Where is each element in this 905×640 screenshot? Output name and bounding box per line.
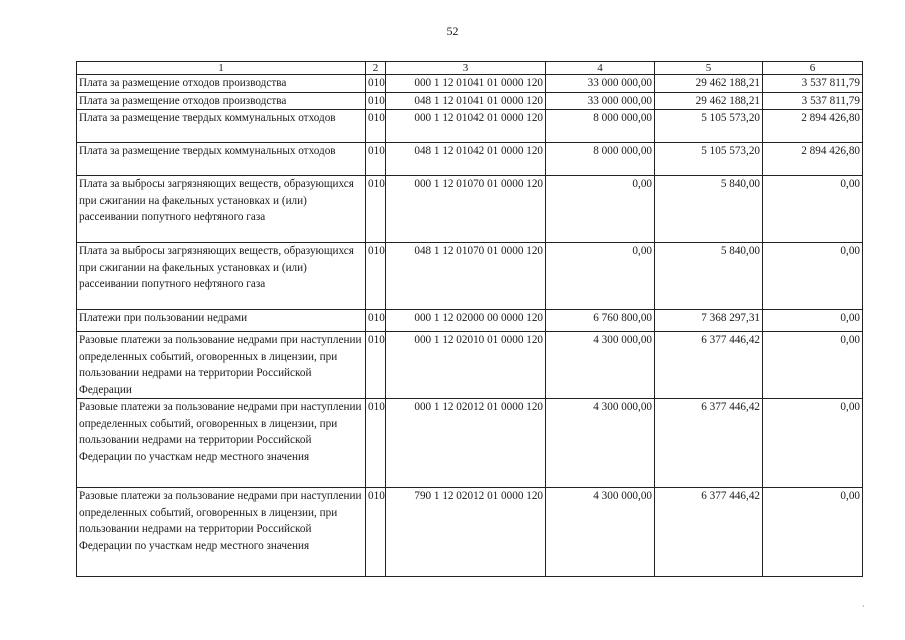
row-approved-amount: 33 000 000,00 [546, 92, 655, 110]
table-row [77, 176, 863, 243]
row-name: Плата за выбросы загрязняющих веществ, образующихся при сжигании на факельных установках и (или) рассеивании попутного нефтяного газа [77, 176, 366, 243]
row-approved-amount: 6 760 800,00 [546, 310, 655, 332]
row-budget-code: 000 1 12 02010 01 0000 120 [386, 332, 546, 399]
row-name: Разовые платежи за пользование недрами при наступлении определенных событий, оговоренных в лицензии, при пользовании недрами на территории Российской Федерации по участкам недр местного значения [77, 488, 366, 577]
row-executed-amount: 6 377 446,42 [655, 488, 763, 577]
row-executed-amount: 7 368 297,31 [655, 310, 763, 332]
table-row [77, 92, 863, 110]
row-unexecuted-amount: 0,00 [763, 176, 863, 243]
row-line-code: 010 [366, 243, 386, 310]
row-unexecuted-amount: 0,00 [763, 243, 863, 310]
table-row [77, 488, 863, 577]
row-unexecuted-amount: 0,00 [763, 488, 863, 577]
scan-mark: · [862, 602, 865, 611]
table-row [77, 399, 863, 488]
row-line-code: 010 [366, 110, 386, 143]
table-row [77, 143, 863, 176]
row-budget-code: 000 1 12 02000 00 0000 120 [386, 310, 546, 332]
column-header: 1 [77, 62, 366, 75]
row-approved-amount: 4 300 000,00 [546, 332, 655, 399]
row-budget-code: 000 1 12 02012 01 0000 120 [386, 399, 546, 488]
row-unexecuted-amount: 0,00 [763, 310, 863, 332]
row-line-code: 010 [366, 92, 386, 110]
row-budget-code: 000 1 12 01042 01 0000 120 [386, 110, 546, 143]
row-budget-code: 000 1 12 01041 01 0000 120 [386, 75, 546, 93]
row-approved-amount: 4 300 000,00 [546, 399, 655, 488]
row-line-code: 010 [366, 176, 386, 243]
table-row [77, 243, 863, 310]
row-approved-amount: 33 000 000,00 [546, 75, 655, 93]
row-budget-code: 048 1 12 01041 01 0000 120 [386, 92, 546, 110]
row-name: Платежи при пользовании недрами [77, 310, 366, 332]
row-approved-amount: 8 000 000,00 [546, 110, 655, 143]
row-name: Разовые платежи за пользование недрами при наступлении определенных событий, оговоренных в лицензии, при пользовании недрами на территории Российской Федерации по участкам недр местного значения [77, 399, 366, 488]
row-unexecuted-amount: 0,00 [763, 332, 863, 399]
row-approved-amount: 4 300 000,00 [546, 488, 655, 577]
row-unexecuted-amount: 2 894 426,80 [763, 143, 863, 176]
row-line-code: 010 [366, 75, 386, 93]
row-name: Плата за выбросы загрязняющих веществ, образующихся при сжигании на факельных установках и (или) рассеивании попутного нефтяного газа [77, 243, 366, 310]
row-name: Разовые платежи за пользование недрами при наступлении определенных событий, оговоренных в лицензии, при пользовании недрами на территории Российской Федерации [77, 332, 366, 399]
row-executed-amount: 5 840,00 [655, 243, 763, 310]
row-approved-amount: 0,00 [546, 176, 655, 243]
row-approved-amount: 0,00 [546, 243, 655, 310]
page-number: 52 [446, 24, 459, 38]
row-name: Плата за размещение отходов производства [77, 75, 366, 93]
table-row [77, 332, 863, 399]
table-row [77, 75, 863, 93]
table-row [77, 310, 863, 332]
row-executed-amount: 5 840,00 [655, 176, 763, 243]
row-line-code: 010 [366, 310, 386, 332]
revenue-table [76, 61, 863, 577]
row-unexecuted-amount: 0,00 [763, 399, 863, 488]
row-executed-amount: 29 462 188,21 [655, 75, 763, 93]
row-name: Плата за размещение твердых коммунальных отходов [77, 143, 366, 176]
row-executed-amount: 29 462 188,21 [655, 92, 763, 110]
column-header: 6 [763, 62, 863, 75]
table-row [77, 110, 863, 143]
table-header-row [77, 62, 863, 75]
row-budget-code: 790 1 12 02012 01 0000 120 [386, 488, 546, 577]
row-unexecuted-amount: 3 537 811,79 [763, 75, 863, 93]
row-line-code: 010 [366, 143, 386, 176]
row-line-code: 010 [366, 488, 386, 577]
column-header: 3 [386, 62, 546, 75]
column-header: 5 [655, 62, 763, 75]
row-budget-code: 048 1 12 01070 01 0000 120 [386, 243, 546, 310]
row-name: Плата за размещение твердых коммунальных отходов [77, 110, 366, 143]
column-header: 2 [366, 62, 386, 75]
row-executed-amount: 5 105 573,20 [655, 110, 763, 143]
row-unexecuted-amount: 3 537 811,79 [763, 92, 863, 110]
row-budget-code: 048 1 12 01042 01 0000 120 [386, 143, 546, 176]
row-unexecuted-amount: 2 894 426,80 [763, 110, 863, 143]
row-budget-code: 000 1 12 01070 01 0000 120 [386, 176, 546, 243]
row-name: Плата за размещение отходов производства [77, 92, 366, 110]
row-executed-amount: 6 377 446,42 [655, 399, 763, 488]
row-executed-amount: 5 105 573,20 [655, 143, 763, 176]
row-approved-amount: 8 000 000,00 [546, 143, 655, 176]
column-header: 4 [546, 62, 655, 75]
row-line-code: 010 [366, 332, 386, 399]
row-line-code: 010 [366, 399, 386, 488]
row-executed-amount: 6 377 446,42 [655, 332, 763, 399]
